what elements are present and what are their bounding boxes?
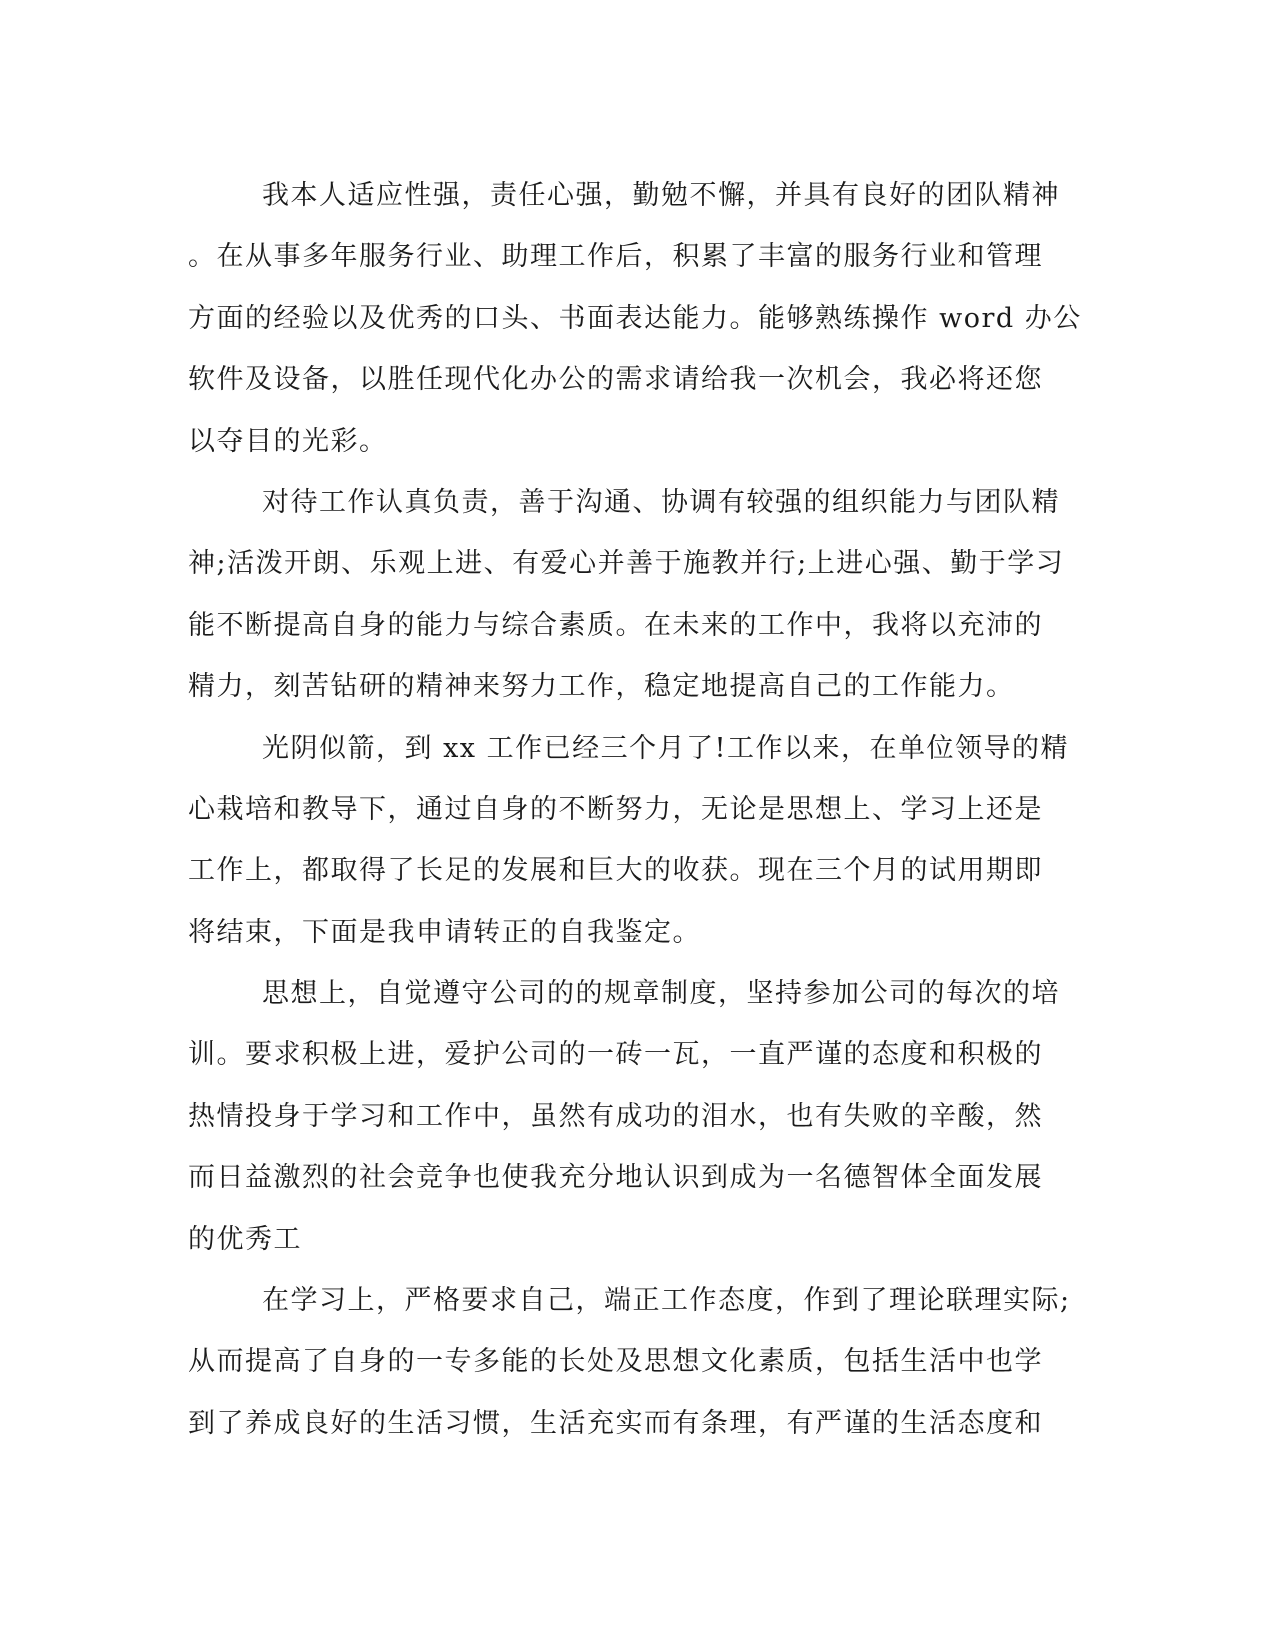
text-line: 神;活泼开朗、乐观上进、有爱心并善于施教并行;上进心强、勤于学习 [188,548,1065,580]
text-line: 我本人适应性强，责任心强，勤勉不懈，并具有良好的团队精神 [262,180,1060,211]
text-line: 。在从事多年服务行业、助理工作后，积累了丰富的服务行业和管理 [188,241,1043,273]
paragraph [188,472,1068,718]
text-line: 在学习上，严格要求自己，端正工作态度，作到了理论联理实际; [262,1285,1071,1317]
document-body [188,165,1082,1454]
text-line: 而日益激烈的社会竞争也使我充分地认识到成为一名德智体全面发展 [188,1162,1043,1194]
paragraph [188,165,1082,472]
text-line: 光阴似箭，到 xx 工作已经三个月了!工作以来，在单位领导的精 [262,732,1069,764]
text-line: 从而提高了自身的一专多能的长处及思想文化素质，包括生活中也学 [188,1346,1043,1378]
paragraph [188,718,1068,964]
text-line: 方面的经验以及优秀的口头、书面表达能力。能够熟练操作 word 办公 [188,302,1082,334]
text-line: 到了养成良好的生活习惯，生活充实而有条理，有严谨的生活态度和 [188,1407,1043,1439]
text-line: 软件及设备，以胜任现代化办公的需求请给我一次机会，我必将还您 [188,364,1043,396]
text-line: 心栽培和教导下，通过自身的不断努力，无论是思想上、学习上还是 [188,793,1043,825]
paragraph [188,1270,1071,1454]
paragraph [188,963,1068,1270]
text-line: 精力，刻苦钻研的精神来努力工作，稳定地提高自己的工作能力。 [188,671,1015,703]
text-line: 热情投身于学习和工作中，虽然有成功的泪水，也有失败的辛酸，然 [188,1100,1043,1132]
text-line: 思想上，自觉遵守公司的的规章制度，坚持参加公司的每次的培 [262,978,1060,1010]
text-line: 将结束，下面是我申请转正的自我鉴定。 [188,916,701,948]
text-line: 对待工作认真负责，善于沟通、协调有较强的组织能力与团队精 [262,486,1060,518]
text-line: 工作上，都取得了长足的发展和巨大的收获。现在三个月的试用期即 [188,855,1043,887]
text-line: 以夺目的光彩。 [188,425,388,457]
text-line: 能不断提高自身的能力与综合素质。在未来的工作中，我将以充沛的 [188,609,1043,641]
text-line: 的优秀工 [188,1223,302,1255]
text-line: 训。要求积极上进，爱护公司的一砖一瓦，一直严谨的态度和积极的 [188,1039,1043,1071]
